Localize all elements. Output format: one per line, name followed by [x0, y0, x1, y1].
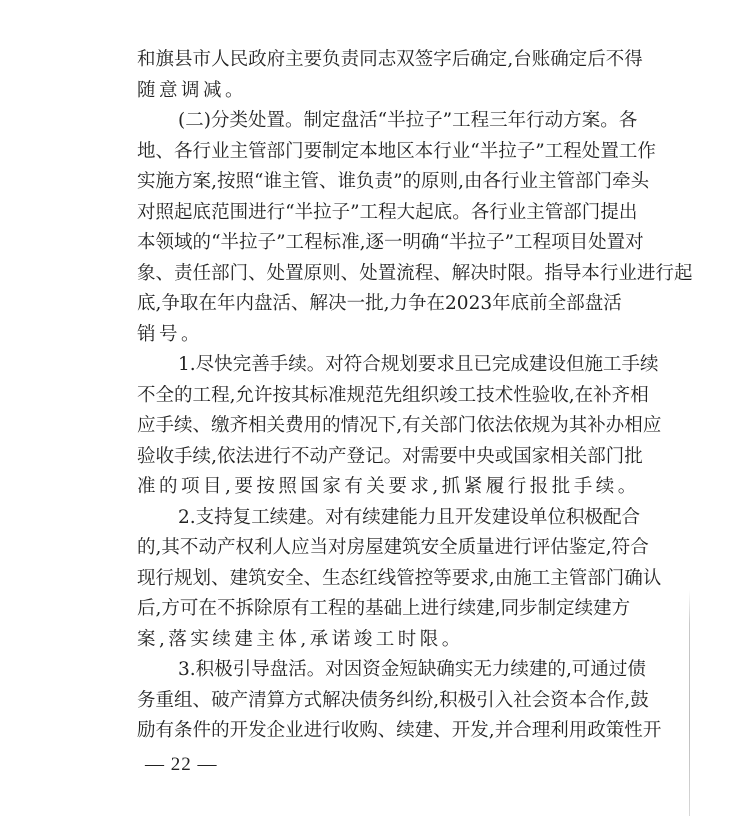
text-line-content: 现 行 规 划 、 建 筑 安 全 、 生 态 红 线 管 控 等 要 求 , 由 施 工 主 管 部 门 确 认	[137, 567, 662, 589]
text-line-content: 准的项目,要按照国家有关要求,抓紧履行报批手续。	[137, 476, 640, 497]
text-line-content: 和 旗 县 市 人 民 政 府 主 要 负 责 同 志 双 签 字 后 确 定 , 台 账 确 定 后 不 得	[137, 49, 643, 70]
text-line	[137, 198, 638, 229]
text-line-content: 应 手 续 、 缴 齐 相 关 费 用 的 情 况 下 , 有 关 部 门 依 法 依 规 为 其 补 办 相 应	[137, 415, 662, 436]
text-line-content: 的 , 其 不 动 产 权 利 人 应 当 对 房 屋 建 筑 安 全 质 量 进 行 评 估 鉴 定 , 符 合	[137, 537, 649, 558]
text-line-content: 象 、 责 任 部 门 、 处 置 原 则 、 处 置 流 程 、 解 决 时 限 。 指 导 本 行 业 进 行 起	[137, 262, 693, 284]
text-line-content: 不 全 的 工 程 , 允 许 按 其 标 准 规 范 先 组 织 竣 工 技 术 性 验 收 , 在 补 齐 相	[137, 384, 649, 406]
text-line	[137, 167, 650, 198]
text-line	[137, 45, 643, 76]
scan-edge-line	[689, 590, 690, 816]
text-line-content: 对 照 起 底 范 围 进 行 “ 半 拉 子 ” 工 程 大 起 底 。 各 行 业 主 管 部 门 提 出	[137, 201, 638, 223]
text-line-content: 验 收 手 续 , 依 法 进 行 不 动 产 登 记 。 对 需 要 中 央 或 国 家 相 关 部 门 批	[137, 445, 643, 467]
text-line	[137, 228, 644, 259]
text-line-content: ( 二 ) 分 类 处 置 。 制 定 盘 活 “ 半 拉 子 ” 工 程 三 年 行 动 方 案 。 各	[178, 110, 638, 131]
text-line	[137, 594, 631, 625]
text-line	[137, 259, 693, 290]
text-line	[137, 686, 649, 717]
text-line-content: 实 施 方 案 , 按 照 “ 谁 主 管 、 谁 负 责 ” 的 原 则 , 由 各 行 业 主 管 部 门 牵 头	[137, 171, 650, 192]
text-line-content: 2. 支 持 复 工 续 建 。 对 有 续 建 能 力 且 开 发 建 设 单 位 积 极 配 合	[178, 506, 641, 528]
text-line-content: 案,落实续建主体,承诺竣工时限。	[137, 628, 464, 650]
text-line-content: 底 , 争 取 在 年 内 盘 活 、 解 决 一 批 , 力 争 在 2023 年 底 前 全 部 盘 活	[137, 293, 622, 314]
text-line	[137, 381, 649, 412]
text-line-content: 本 领 域 的 “ 半 拉 子 ” 工 程 标 准 , 逐 一 明 确 “ 半 拉 子 ” 工 程 项 目 处 置 对	[137, 232, 644, 253]
text-line	[137, 655, 646, 686]
text-line-content: 地 、 各 行 业 主 管 部 门 要 制 定 本 地 区 本 行 业 “ 半 拉 子 ” 工 程 处 置 工 作	[137, 140, 656, 162]
text-line	[137, 320, 603, 351]
text-line	[137, 137, 656, 168]
text-line	[137, 411, 662, 442]
text-line-content: 3. 积 极 引 导 盘 活 。 对 因 资 金 短 缺 确 实 无 力 续 建 的 , 可 通 过 债	[178, 659, 646, 680]
page-number: — 22 —	[145, 754, 218, 775]
text-line	[137, 442, 643, 473]
text-line	[137, 716, 662, 747]
text-line	[137, 472, 640, 503]
text-line-content: 后 , 方 可 在 不 拆 除 原 有 工 程 的 基 础 上 进 行 续 建 , 同 步 制 定 续 建 方	[137, 598, 631, 619]
text-line-content: 务 重 组 、 破 产 清 算 方 式 解 决 债 务 纠 纷 , 积 极 引 入 社 会 资 本 合 作 , 鼓	[137, 689, 649, 711]
text-line	[137, 350, 659, 381]
text-line	[137, 503, 641, 534]
text-line	[137, 289, 622, 320]
text-line-content: 1. 尽 快 完 善 手 续 。 对 符 合 规 划 要 求 且 已 完 成 建 设 但 施 工 手 续	[178, 354, 659, 375]
text-line	[137, 564, 662, 595]
text-line	[137, 533, 649, 564]
text-line-content: 随意调减。	[137, 79, 248, 101]
text-line	[137, 106, 638, 137]
text-line-content: 销号。	[137, 323, 204, 345]
body-text	[137, 45, 693, 747]
text-line	[137, 625, 603, 656]
text-line-content: 励 有 条 件 的 开 发 企 业 进 行 收 购 、 续 建 、 开 发 , 并 合 理 利 用 政 策 性 开	[137, 720, 662, 741]
text-line	[137, 76, 603, 107]
